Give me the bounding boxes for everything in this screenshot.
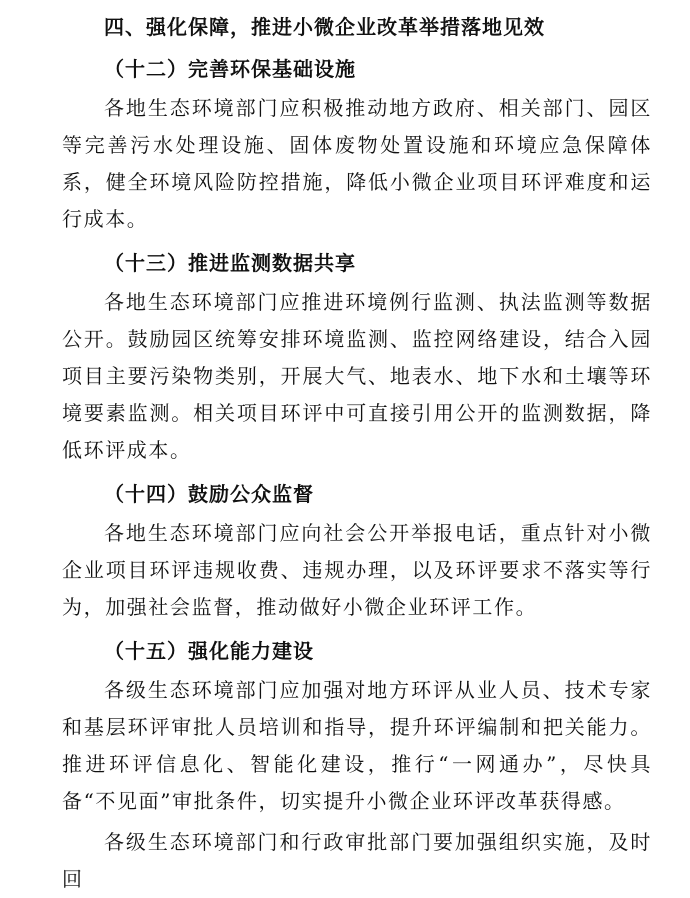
item-12-body: 各地生态环境部门应积极推动地方政府、相关部门、园区等完善污水处理设施、固体废物处置设施和环境应急保障体系，健全环境风险防控措施，降低小微企业项目环评难度和运行成本。 (62, 96, 652, 231)
closing-paragraph: 各级生态环境部门和行政审批部门要加强组织实施，及时回 (62, 830, 652, 891)
item-15-heading: （十五）强化能力建设 (104, 639, 314, 663)
section-title: 四、强化保障，推进小微企业改革举措落地见效 (104, 15, 545, 39)
item-15-body: 各级生态环境部门应加强对地方环评从业人员、技术专家和基层环评审批人员培训和指导，提升环评编制和把关能力。推进环评信息化、智能化建设，推行“一网通办”，尽快具备“不见面”审批条件，切实提升小微企业环评改革获得感。 (62, 678, 652, 813)
item-13-heading: （十三）推进监测数据共享 (104, 251, 356, 275)
item-12-heading: （十二）完善环保基础设施 (104, 57, 356, 81)
item-14-body: 各地生态环境部门应向社会公开举报电话，重点针对小微企业项目环评违规收费、违规办理，以及环评要求不落实等行为，加强社会监督，推动做好小微企业环评工作。 (62, 521, 652, 619)
item-13-body: 各地生态环境部门应推进环境例行监测、执法监测等数据公开。鼓励园区统筹安排环境监测、监控网络建设，结合入园项目主要污染物类别，开展大气、地表水、地下水和土壤等环境要素监测。相关项目环评中可直接引用公开的监测数据，降低环评成本。 (62, 290, 652, 462)
item-14-heading: （十四）鼓励公众监督 (104, 482, 314, 506)
